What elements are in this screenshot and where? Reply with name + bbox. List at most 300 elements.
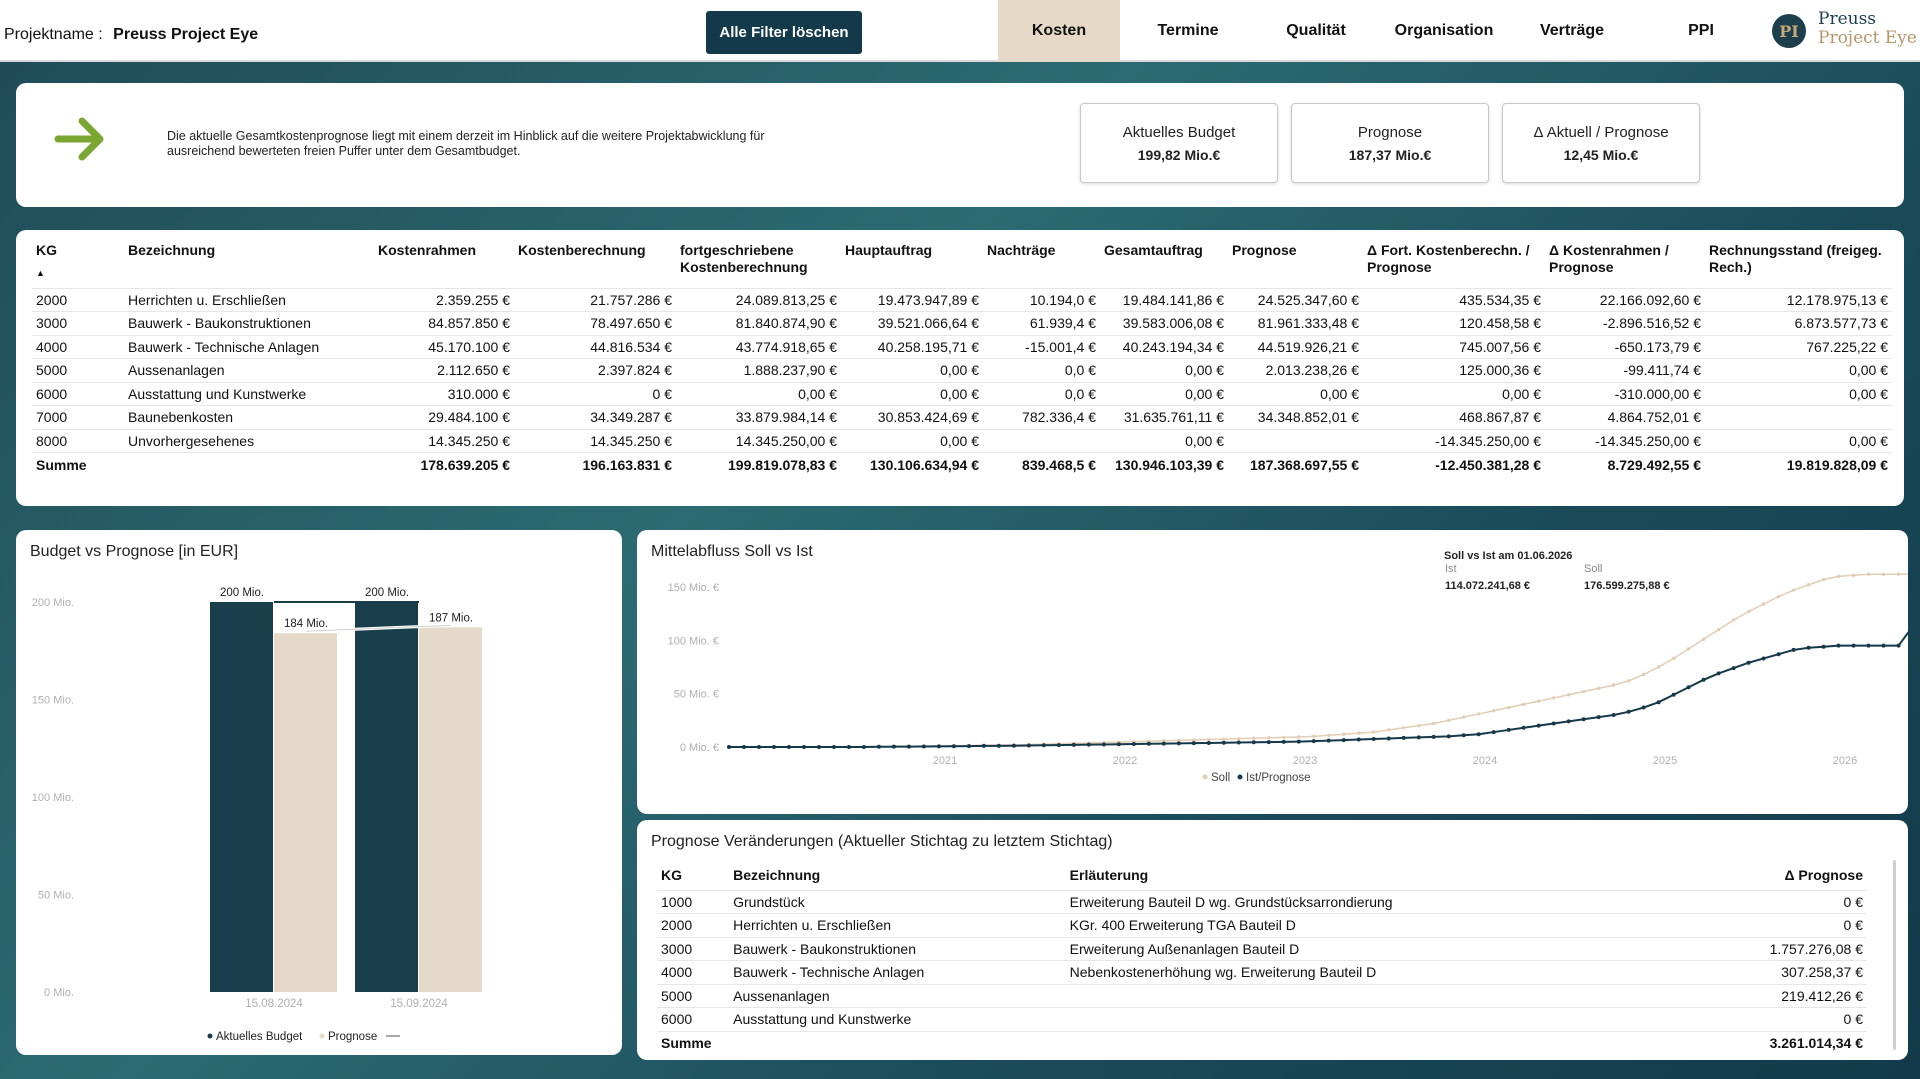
table-cell: 0,00 €: [1705, 359, 1892, 383]
y-tick-label: 150 Mio. €: [667, 582, 719, 594]
data-point[interactable]: [1537, 724, 1541, 728]
data-point[interactable]: [1777, 595, 1780, 598]
table-row[interactable]: [657, 937, 1867, 961]
data-point[interactable]: [1837, 644, 1841, 648]
table-row[interactable]: [657, 961, 1867, 985]
data-point[interactable]: [1342, 738, 1346, 742]
cost-table-card: [16, 230, 1904, 506]
sum-cell: [1066, 1031, 1687, 1055]
data-point[interactable]: [1372, 737, 1376, 741]
data-point[interactable]: [1732, 618, 1735, 621]
sort-asc-icon[interactable]: ▲: [36, 268, 45, 278]
table-cell: 0 €: [514, 382, 676, 406]
data-point[interactable]: [1432, 735, 1436, 739]
data-point[interactable]: [1162, 742, 1166, 746]
data-point[interactable]: [1207, 741, 1211, 745]
table-cell: 435.534,35 €: [1363, 288, 1545, 312]
y-tick-label: 100 Mio.: [31, 792, 74, 804]
data-point[interactable]: [1477, 712, 1480, 715]
table-row[interactable]: [657, 1008, 1867, 1032]
data-point[interactable]: [1417, 724, 1420, 727]
data-point[interactable]: [1867, 644, 1871, 648]
bar-data-label: 187 Mio.: [428, 612, 474, 625]
table-cell: 2000: [32, 288, 124, 312]
table-row[interactable]: [32, 359, 1892, 383]
sum-row: [657, 1031, 1867, 1055]
data-point[interactable]: [1537, 699, 1540, 702]
table-row[interactable]: [657, 890, 1867, 914]
data-point[interactable]: [1687, 685, 1691, 689]
data-point[interactable]: [1807, 583, 1810, 586]
data-point[interactable]: [1327, 734, 1330, 737]
data-point[interactable]: [1222, 737, 1225, 740]
data-point[interactable]: [1267, 736, 1270, 739]
cost-column-header[interactable]: Δ Kostenrahmen / Prognose: [1549, 242, 1669, 275]
data-point[interactable]: [1702, 638, 1705, 641]
tab-vertr-ge[interactable]: Verträge: [1539, 22, 1605, 39]
table-cell: 468.867,87 €: [1363, 406, 1545, 430]
table-cell: 120.458,58 €: [1363, 312, 1545, 336]
sum-cell: Summe: [32, 453, 124, 477]
table-cell: 24.089.813,25 €: [676, 288, 841, 312]
sum-cell: [124, 453, 374, 477]
data-point[interactable]: [1192, 741, 1196, 745]
table-cell: -15.001,4 €: [983, 335, 1100, 359]
data-point[interactable]: [1462, 733, 1466, 737]
table-row[interactable]: [32, 382, 1892, 406]
table-cell: 81.840.874,90 €: [676, 312, 841, 336]
kpi-label: Aktuelles Budget: [1122, 124, 1236, 141]
cost-column-header[interactable]: Prognose: [1232, 242, 1297, 258]
data-point[interactable]: [1477, 732, 1481, 736]
data-point[interactable]: [817, 745, 821, 749]
cost-column-header[interactable]: Rechnungsstand (freigeg. Rech.): [1709, 242, 1882, 275]
kpi-card[interactable]: [1291, 103, 1489, 183]
data-point[interactable]: [1012, 744, 1016, 748]
data-point[interactable]: [952, 744, 956, 748]
table-cell: 0,00 €: [1705, 429, 1892, 453]
changes-column-header[interactable]: Δ Prognose: [1784, 866, 1863, 883]
summary-card: [16, 83, 1904, 207]
table-cell: 19.473.947,89 €: [841, 288, 983, 312]
data-point[interactable]: [967, 744, 971, 748]
data-point[interactable]: [1222, 741, 1226, 745]
table-cell: 44.519.926,21 €: [1228, 335, 1363, 359]
data-point[interactable]: [1522, 726, 1526, 730]
sum-cell: 130.946.103,39 €: [1100, 453, 1228, 477]
data-point[interactable]: [1522, 703, 1525, 706]
series-line-ist[interactable]: [729, 625, 1908, 747]
data-point[interactable]: [1867, 573, 1870, 576]
sum-cell: 839.468,5 €: [983, 453, 1100, 477]
table-cell: 30.853.424,69 €: [841, 406, 983, 430]
data-point[interactable]: [982, 744, 986, 748]
flow-chart: [637, 530, 1908, 814]
table-cell: Nebenkostenerhöhung wg. Erweiterung Bauteil D: [1066, 961, 1687, 985]
table-row[interactable]: [32, 429, 1892, 453]
table-cell: 78.497.650 €: [514, 312, 676, 336]
table-cell: 6000: [32, 382, 124, 406]
table-cell: [1066, 984, 1687, 1008]
table-cell: 310.000 €: [374, 382, 514, 406]
table-cell: 0 €: [1687, 890, 1867, 914]
table-cell: 0,00 €: [1363, 382, 1545, 406]
table-cell: 0,00 €: [841, 429, 983, 453]
data-point[interactable]: [1057, 743, 1061, 747]
table-cell: 61.939,4 €: [983, 312, 1100, 336]
data-point[interactable]: [742, 745, 746, 749]
table-cell: 125.000,36 €: [1363, 359, 1545, 383]
summary-text: Die aktuelle Gesamtkostenprognose liegt mit einem derzeit im Hinblick auf die weitere Projektabwicklung für ausreichend bewerteten freien Puffer unter dem Gesamtbudget.: [167, 129, 765, 158]
kpi-card[interactable]: [1080, 103, 1278, 183]
table-cell: [1705, 406, 1892, 430]
data-point[interactable]: [1567, 693, 1570, 696]
data-point[interactable]: [1357, 738, 1361, 742]
bar-budget[interactable]: [210, 602, 273, 992]
bar-data-label: 200 Mio.: [219, 587, 265, 599]
table-cell: Aussenanlagen: [729, 984, 1066, 1008]
table-cell: 5000: [32, 359, 124, 383]
data-point[interactable]: [1417, 735, 1421, 739]
data-point[interactable]: [1582, 690, 1585, 693]
data-point[interactable]: [1852, 644, 1856, 648]
table-cell: Erweiterung Außenanlagen Bauteil D: [1066, 937, 1687, 961]
table-cell: 40.258.195,71 €: [841, 335, 983, 359]
table-cell: 0,00 €: [1705, 382, 1892, 406]
table-cell: 81.961.333,48 €: [1228, 312, 1363, 336]
data-point[interactable]: [937, 744, 941, 748]
project-name: Preuss Project Eye: [113, 26, 259, 43]
kpi-label: Prognose: [1357, 124, 1423, 141]
table-cell: 39.521.066,64 €: [841, 312, 983, 336]
table-row[interactable]: [657, 984, 1867, 1008]
data-point[interactable]: [1822, 645, 1826, 649]
x-tick-label: 2024: [1472, 755, 1498, 767]
cost-column-header[interactable]: Kostenrahmen: [378, 242, 477, 258]
tab-termine[interactable]: Termine: [1157, 22, 1219, 39]
data-point[interactable]: [1372, 730, 1375, 733]
data-point[interactable]: [1297, 735, 1300, 738]
data-point[interactable]: [1147, 742, 1151, 746]
table-cell: 0,00 €: [1100, 429, 1228, 453]
data-point[interactable]: [877, 745, 881, 749]
data-point[interactable]: [1447, 719, 1450, 722]
table-cell: 2.359.255 €: [374, 288, 514, 312]
data-point[interactable]: [1492, 730, 1496, 734]
data-point[interactable]: [1612, 713, 1616, 717]
changes-column-header[interactable]: Bezeichnung: [733, 866, 821, 883]
x-tick-label: 2025: [1652, 755, 1678, 767]
y-tick-label: 0 Mio. €: [679, 742, 719, 754]
data-point[interactable]: [1552, 722, 1556, 726]
data-point[interactable]: [1582, 717, 1586, 721]
data-point[interactable]: [1717, 628, 1720, 631]
data-point[interactable]: [1447, 734, 1451, 738]
table-row[interactable]: [32, 406, 1892, 430]
data-point[interactable]: [1507, 728, 1511, 732]
data-point[interactable]: [1237, 737, 1240, 740]
table-cell: KGr. 400 Erweiterung TGA Bauteil D: [1066, 914, 1687, 938]
table-cell: 40.243.194,34 €: [1100, 335, 1228, 359]
cost-column-header[interactable]: KG ▲: [32, 242, 124, 288]
data-point[interactable]: [922, 744, 926, 748]
table-cell: 29.484.100 €: [374, 406, 514, 430]
table-cell: Bauwerk - Technische Anlagen: [124, 335, 374, 359]
sum-cell: 19.819.828,09 €: [1705, 453, 1892, 477]
data-point[interactable]: [1087, 743, 1091, 747]
cost-column-header[interactable]: Gesamtauftrag: [1104, 242, 1203, 258]
data-point[interactable]: [832, 745, 836, 749]
table-cell: 0,00 €: [676, 382, 841, 406]
table-cell: 6000: [657, 1008, 729, 1032]
table-cell: 0,00 €: [841, 359, 983, 383]
data-point[interactable]: [1762, 602, 1765, 605]
data-point[interactable]: [1282, 736, 1285, 739]
data-point[interactable]: [862, 745, 866, 749]
x-tick-label: 2023: [1292, 755, 1318, 767]
data-point[interactable]: [1102, 742, 1106, 746]
data-point[interactable]: [802, 745, 806, 749]
data-point[interactable]: [1312, 735, 1315, 738]
data-point[interactable]: [1342, 733, 1345, 736]
clear-filters-button[interactable]: Alle Filter löschen: [706, 11, 862, 54]
data-point[interactable]: [1297, 740, 1301, 744]
data-point[interactable]: [1762, 656, 1766, 660]
legend-dot-budget: [208, 1034, 213, 1039]
table-cell: 1.888.237,90 €: [676, 359, 841, 383]
data-point[interactable]: [1072, 743, 1076, 747]
data-point[interactable]: [1882, 573, 1885, 576]
cost-column-header[interactable]: Nachträge: [987, 242, 1056, 258]
data-point[interactable]: [1717, 671, 1721, 675]
sum-cell: -12.450.381,28 €: [1363, 453, 1545, 477]
tab-kosten[interactable]: Kosten: [998, 0, 1120, 62]
bar-data-label: 184 Mio.: [283, 618, 329, 631]
table-cell: 0 €: [1687, 914, 1867, 938]
legend-dot-soll: [1203, 775, 1208, 780]
data-point[interactable]: [1642, 673, 1645, 676]
data-point[interactable]: [1627, 679, 1630, 682]
data-point[interactable]: [1747, 610, 1750, 613]
tab-organisation[interactable]: Organisation: [1394, 22, 1494, 39]
table-cell: Herrichten u. Erschließen: [124, 288, 374, 312]
table-cell: -2.896.516,52 €: [1545, 312, 1705, 336]
table-cell: 3000: [32, 312, 124, 336]
data-point[interactable]: [1882, 644, 1886, 648]
table-cell: Ausstattung und Kunstwerke: [124, 382, 374, 406]
data-point[interactable]: [1177, 741, 1181, 745]
cost-column-header[interactable]: Bezeichnung: [128, 242, 216, 258]
data-point[interactable]: [1672, 693, 1676, 697]
data-point[interactable]: [1432, 722, 1435, 725]
data-point[interactable]: [1777, 652, 1781, 656]
data-point[interactable]: [1117, 742, 1121, 746]
data-point[interactable]: [1597, 715, 1601, 719]
data-point[interactable]: [1657, 665, 1660, 668]
data-point[interactable]: [1822, 578, 1825, 581]
table-cell: 0,00 €: [1100, 382, 1228, 406]
data-point[interactable]: [1387, 728, 1390, 731]
table-cell: 2.397.824 €: [514, 359, 676, 383]
data-point[interactable]: [997, 744, 1001, 748]
table-cell: 14.345.250 €: [374, 429, 514, 453]
flow-chart-title: Mittelabfluss Soll vs Ist: [651, 543, 813, 560]
data-point[interactable]: [1402, 726, 1405, 729]
table-cell: 33.879.984,14 €: [676, 406, 841, 430]
sum-cell: [729, 1031, 1066, 1055]
cost-column-header[interactable]: fortgeschriebene Kostenberechnung: [680, 242, 808, 275]
changes-title: Prognose Veränderungen (Aktueller Stichtag zu letztem Stichtag): [651, 833, 1113, 850]
data-point[interactable]: [1327, 739, 1331, 743]
data-point[interactable]: [1252, 740, 1256, 744]
data-point[interactable]: [757, 745, 761, 749]
table-row[interactable]: [32, 335, 1892, 359]
data-point[interactable]: [1402, 736, 1406, 740]
data-point[interactable]: [1897, 644, 1901, 648]
data-point[interactable]: [1657, 700, 1661, 704]
data-point[interactable]: [1387, 736, 1391, 740]
table-cell: 44.816.534 €: [514, 335, 676, 359]
bar-prognose[interactable]: [274, 633, 337, 992]
data-point[interactable]: [1462, 715, 1465, 718]
data-point[interactable]: [1897, 573, 1900, 576]
y-tick-label: 100 Mio. €: [667, 635, 719, 648]
sum-row: [32, 453, 1892, 477]
table-cell: 45.170.100 €: [374, 335, 514, 359]
kpi-card[interactable]: [1502, 103, 1700, 183]
data-point[interactable]: [1792, 648, 1796, 652]
tooltip-ist-value: 114.072.241,68 €: [1445, 580, 1531, 592]
data-point[interactable]: [1282, 740, 1286, 744]
tooltip-soll-label: Soll: [1584, 563, 1603, 575]
bar-budget[interactable]: [355, 602, 418, 992]
data-point[interactable]: [1507, 706, 1510, 709]
tooltip-soll-value: 176.599.275,88 €: [1584, 580, 1670, 592]
changes-column-header[interactable]: Erläuterung: [1069, 866, 1149, 883]
budget-chart-title: Budget vs Prognose [in EUR]: [30, 543, 239, 560]
data-point[interactable]: [1357, 731, 1360, 734]
data-point[interactable]: [1597, 687, 1600, 690]
tab-ppi[interactable]: PPI: [1688, 22, 1714, 39]
tab-qualit-t[interactable]: Qualität: [1286, 22, 1346, 39]
data-point[interactable]: [1027, 744, 1031, 748]
changes-column-header[interactable]: KG: [661, 866, 682, 883]
data-point[interactable]: [847, 745, 851, 749]
table-cell: 21.757.286 €: [514, 288, 676, 312]
bar-prognose[interactable]: [419, 627, 482, 992]
table-cell: -650.173,79 €: [1545, 335, 1705, 359]
table-cell: 4000: [32, 335, 124, 359]
data-point[interactable]: [1837, 575, 1840, 578]
table-cell: -99.411,74 €: [1545, 359, 1705, 383]
table-cell: 8000: [32, 429, 124, 453]
data-point[interactable]: [1552, 696, 1555, 699]
data-point[interactable]: [1267, 740, 1271, 744]
table-cell: 1.757.276,08 €: [1687, 937, 1867, 961]
data-point[interactable]: [727, 745, 731, 749]
table-cell: 7000: [32, 406, 124, 430]
data-point[interactable]: [1747, 661, 1751, 665]
legend-ist[interactable]: Ist/Prognose: [1246, 772, 1311, 784]
series-line-soll[interactable]: [729, 564, 1908, 747]
table-cell: 307.258,37 €: [1687, 961, 1867, 985]
table-row[interactable]: [657, 914, 1867, 938]
data-point[interactable]: [772, 745, 776, 749]
cost-column-header[interactable]: Hauptauftrag: [845, 242, 933, 258]
table-cell: Erweiterung Bauteil D wg. Grundstücksarrondierung: [1066, 890, 1687, 914]
project-label-prefix: Projektname :: [4, 26, 103, 43]
table-cell: 12.178.975,13 €: [1705, 288, 1892, 312]
data-point[interactable]: [907, 745, 911, 749]
table-cell: 22.166.092,60 €: [1545, 288, 1705, 312]
table-cell: 2000: [657, 914, 729, 938]
changes-scrollbar[interactable]: [1893, 860, 1896, 1050]
data-point[interactable]: [1792, 589, 1795, 592]
legend-budget[interactable]: Aktuelles Budget: [216, 1031, 303, 1043]
data-point[interactable]: [1192, 738, 1195, 741]
data-point[interactable]: [1852, 574, 1855, 577]
y-tick-label: 50 Mio.: [37, 889, 74, 902]
data-point[interactable]: [787, 745, 791, 749]
table-cell: 43.774.918,65 €: [676, 335, 841, 359]
table-cell: 4000: [657, 961, 729, 985]
data-point[interactable]: [1642, 706, 1646, 710]
x-tick-label: 2021: [932, 755, 958, 767]
table-cell: 84.857.850 €: [374, 312, 514, 336]
data-point[interactable]: [1312, 739, 1316, 743]
table-cell: 767.225,22 €: [1705, 335, 1892, 359]
data-point[interactable]: [1612, 683, 1615, 686]
data-point[interactable]: [1132, 742, 1136, 746]
table-cell: Grundstück: [729, 890, 1066, 914]
data-point[interactable]: [1207, 738, 1210, 741]
table-row[interactable]: [32, 288, 1892, 312]
y-tick-label: 150 Mio.: [31, 694, 74, 707]
legend-soll[interactable]: Soll: [1211, 772, 1231, 784]
data-point[interactable]: [1627, 710, 1631, 714]
legend-prognose[interactable]: Prognose: [328, 1031, 378, 1043]
table-cell: 4.864.752,01 €: [1545, 406, 1705, 430]
table-cell: 14.345.250 €: [514, 429, 676, 453]
sum-cell: 8.729.492,55 €: [1545, 453, 1705, 477]
arrow-right-icon: [52, 111, 108, 167]
data-point[interactable]: [892, 745, 896, 749]
sum-cell: 3.261.014,34 €: [1687, 1031, 1867, 1055]
data-point[interactable]: [1252, 737, 1255, 740]
cost-column-header[interactable]: Δ Fort. Kostenberechn. / Prognose: [1367, 242, 1530, 275]
data-point[interactable]: [1702, 678, 1706, 682]
table-cell: 5000: [657, 984, 729, 1008]
data-point[interactable]: [1807, 646, 1811, 650]
data-point[interactable]: [1567, 719, 1571, 723]
table-cell: 0,00 €: [1100, 359, 1228, 383]
sum-cell: 130.106.634,94 €: [841, 453, 983, 477]
table-cell: 0,0 €: [983, 359, 1100, 383]
data-point[interactable]: [1732, 666, 1736, 670]
data-point[interactable]: [1042, 743, 1046, 747]
cost-column-header[interactable]: Kostenberechnung: [518, 242, 646, 258]
sum-cell: 199.819.078,83 €: [676, 453, 841, 477]
data-point[interactable]: [1672, 657, 1675, 660]
data-point[interactable]: [1492, 709, 1495, 712]
flow-chart-card: [637, 530, 1908, 814]
sum-cell: 178.639.205 €: [374, 453, 514, 477]
table-row[interactable]: [32, 312, 1892, 336]
data-point[interactable]: [1687, 647, 1690, 650]
data-point[interactable]: [1237, 741, 1241, 745]
table-cell: [1066, 1008, 1687, 1032]
table-cell: 0,00 €: [841, 382, 983, 406]
